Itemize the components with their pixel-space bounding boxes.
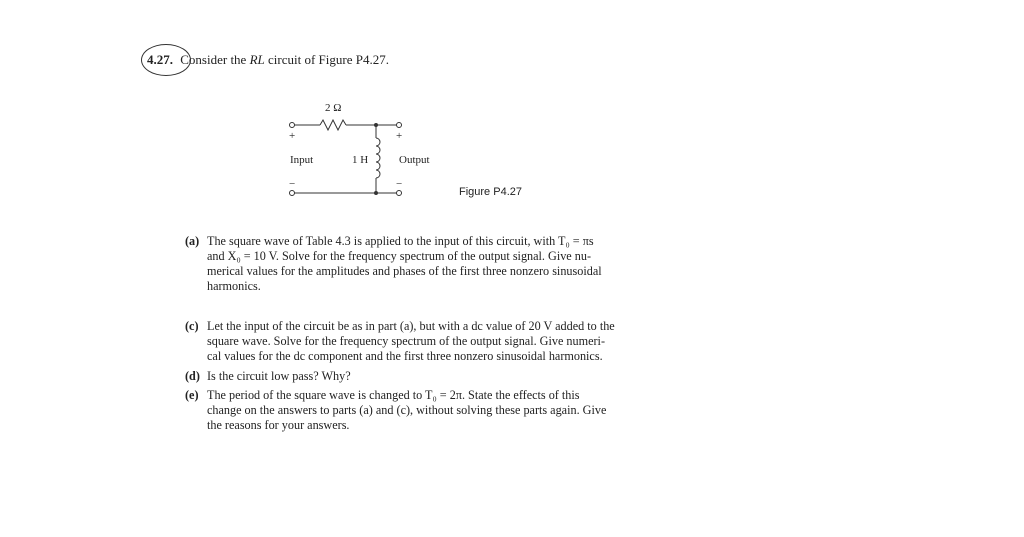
part-d xyxy=(185,369,675,384)
part-e-line-1: The period of the square wave is changed to T₀ = 2π. State the effects of this xyxy=(207,388,580,402)
input-label: Input xyxy=(290,154,314,166)
input-plus-sign: + xyxy=(289,130,296,142)
resistor-label: 2 Ω xyxy=(325,102,342,114)
part-c-line-2: square wave. Solve for the frequency spectrum of the output signal. Give numeri- xyxy=(207,334,606,348)
part-c xyxy=(185,319,675,364)
part-a xyxy=(185,234,675,294)
problem-intro-rl: RL xyxy=(249,52,265,67)
problem-number: 4.27. xyxy=(147,52,173,67)
part-c-line-1: Let the input of the circuit be as in part (a), but with a dc value of 20 V added to the xyxy=(207,319,615,333)
resistor-symbol xyxy=(320,120,346,130)
part-e xyxy=(185,388,675,433)
problem-intro-suffix: circuit of Figure P4.27. xyxy=(264,52,389,67)
output-terminal-top xyxy=(397,123,402,128)
output-minus-sign: − xyxy=(396,178,403,190)
part-a-line-3: merical values for the amplitudes and phases of the first three nonzero sinusoidal xyxy=(207,264,602,278)
part-e-label: (e) xyxy=(185,388,199,402)
part-a-line-4: harmonics. xyxy=(207,279,261,293)
part-e-line-2: change on the answers to parts (a) and (c), without solving these parts again. Give xyxy=(207,403,607,417)
input-terminal-bottom xyxy=(290,191,295,196)
problem-intro xyxy=(180,48,389,72)
part-d-line-1: Is the circuit low pass? Why? xyxy=(207,369,351,383)
part-a-line-2: and X₀ = 10 V. Solve for the frequency spectrum of the output signal. Give nu- xyxy=(207,249,592,263)
input-terminal-top xyxy=(290,123,295,128)
part-c-label: (c) xyxy=(185,319,199,333)
figure-caption: Figure P4.27 xyxy=(459,186,522,198)
part-c-line-3: cal values for the dc component and the first three nonzero sinusoidal harmonics. xyxy=(207,349,603,363)
rl-circuit-figure xyxy=(280,98,450,210)
output-plus-sign: + xyxy=(396,130,403,142)
inductor-symbol xyxy=(376,138,380,178)
problem-header xyxy=(143,48,389,72)
inductor-label: 1 H xyxy=(352,154,369,166)
input-minus-sign: − xyxy=(289,178,296,190)
output-label: Output xyxy=(399,154,430,166)
part-e-line-3: the reasons for your answers. xyxy=(207,418,350,432)
part-a-line-1: The square wave of Table 4.3 is applied to the input of this circuit, with T₀ = πs xyxy=(207,234,594,248)
problem-intro-prefix: Consider the xyxy=(180,52,250,67)
bottom-junction-dot xyxy=(374,191,378,195)
part-a-label: (a) xyxy=(185,234,200,248)
problem-number-circle xyxy=(141,44,191,76)
part-d-label: (d) xyxy=(185,369,200,383)
output-terminal-bottom xyxy=(397,191,402,196)
